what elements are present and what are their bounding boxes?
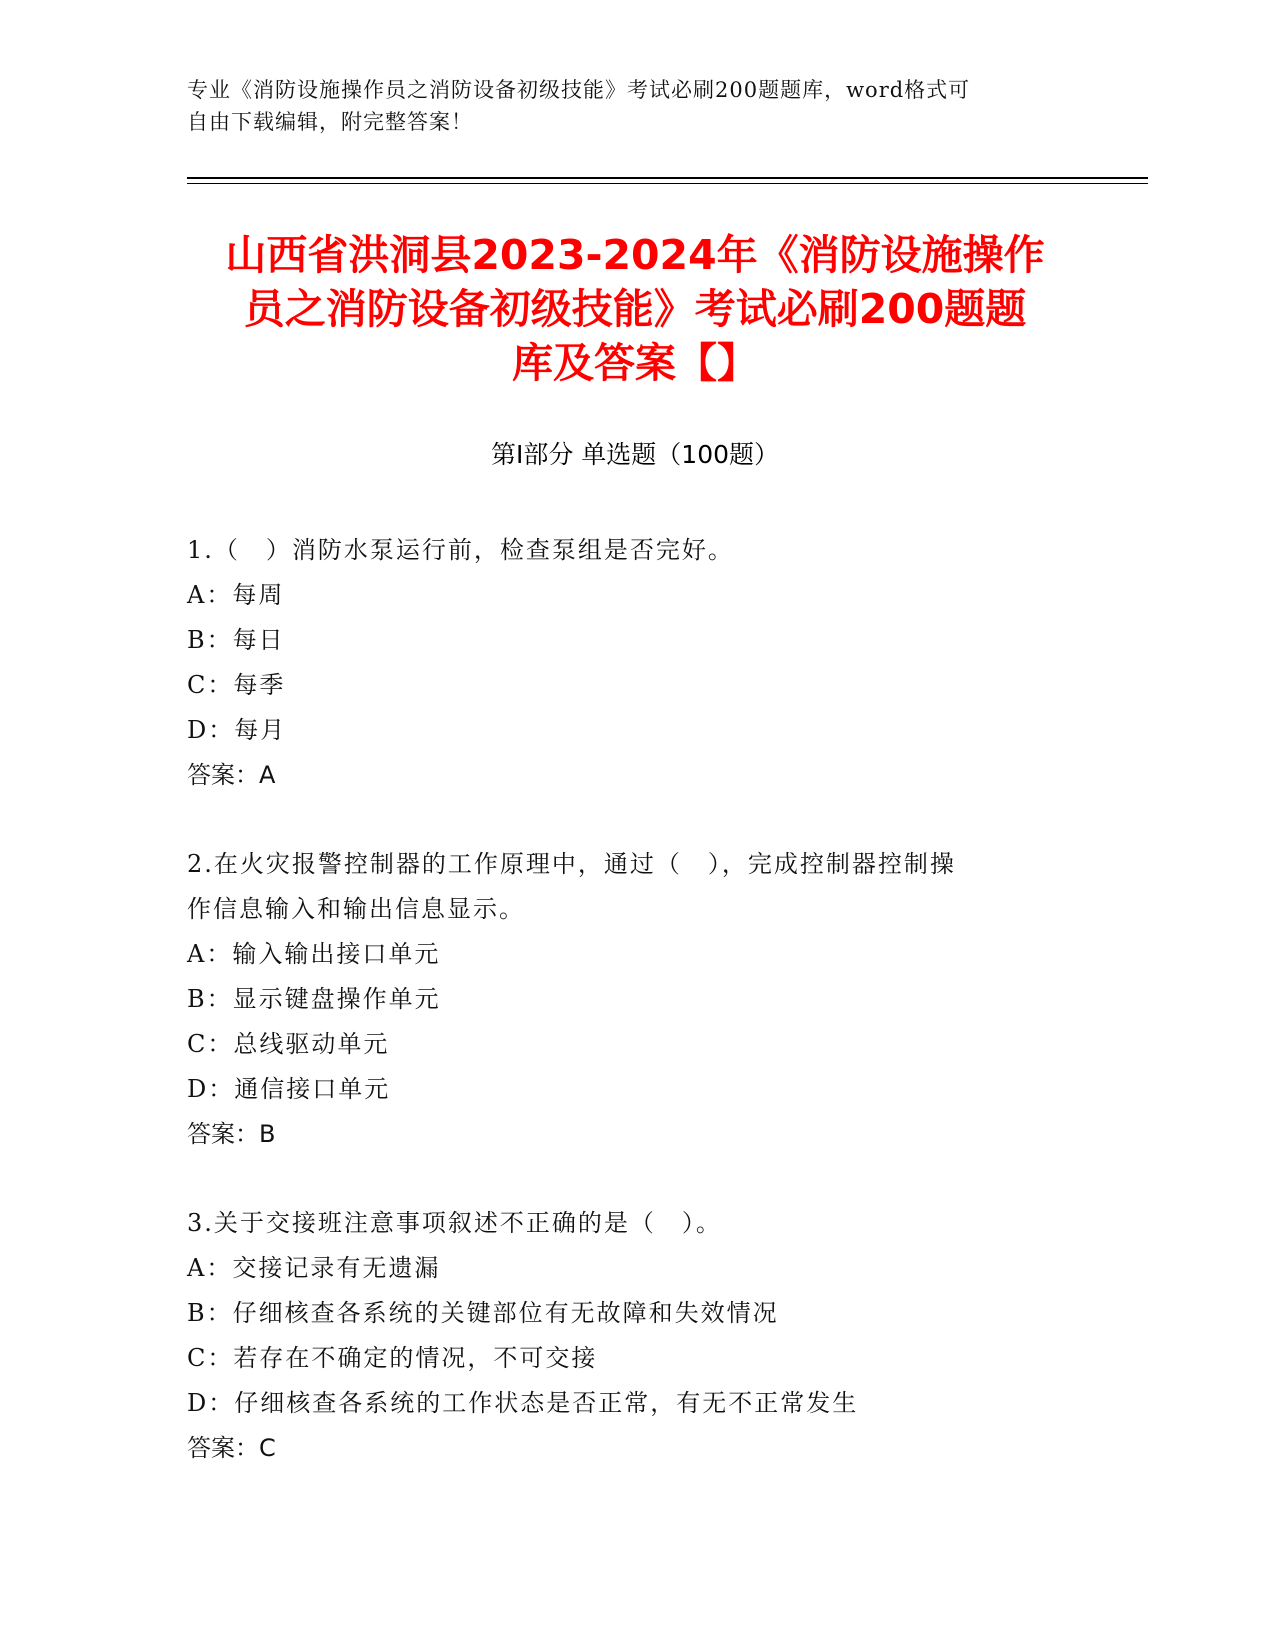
header-divider-thick [187, 177, 1148, 179]
document-title-line-1: 山西省洪洞县2023-2024年《消防设施操作 [225, 231, 1045, 279]
question-stem: 1.（ ）消防水泵运行前，检查泵组是否完好。 [187, 536, 734, 564]
document-title-line-2: 员之消防设备初级技能》考试必刷200题题 [243, 285, 1027, 333]
answer: 答案：A [187, 761, 276, 789]
option-b: B：仔细核查各系统的关键部位有无故障和失效情况 [187, 1299, 779, 1327]
option-d: D：仔细核查各系统的工作状态是否正常，有无不正常发生 [187, 1389, 859, 1417]
question-2 [187, 842, 1067, 1157]
question-3 [187, 1201, 1067, 1471]
document-title-line-3: 库及答案【】 [512, 339, 758, 387]
option-b: B：显示键盘操作单元 [187, 985, 441, 1013]
option-c: C：若存在不确定的情况，不可交接 [187, 1344, 598, 1372]
answer: 答案：C [187, 1434, 276, 1462]
answer: 答案：B [187, 1120, 276, 1148]
option-d: D：每月 [187, 716, 287, 744]
header-note-line-1: 专业《消防设施操作员之消防设备初级技能》考试必刷200题题库，word格式可 [187, 78, 971, 102]
option-c: C：总线驱动单元 [187, 1030, 390, 1058]
header-note [187, 74, 1087, 138]
document-title [180, 228, 1090, 390]
option-a: A：每周 [187, 581, 285, 609]
question-stem: 3.关于交接班注意事项叙述不正确的是（ ）。 [187, 1209, 722, 1237]
question-1 [187, 528, 1067, 798]
header-note-line-2: 自由下载编辑，附完整答案！ [187, 110, 473, 134]
option-d: D：通信接口单元 [187, 1075, 391, 1103]
question-list [187, 528, 1067, 1515]
question-stem: 2.在火灾报警控制器的工作原理中，通过（ ），完成控制器控制操 [187, 850, 956, 878]
header-divider-thin [187, 183, 1148, 184]
option-c: C：每季 [187, 671, 286, 699]
option-b: B：每日 [187, 626, 285, 654]
section-heading: 第Ⅰ部分 单选题（100题） [490, 440, 780, 469]
question-stem-continued: 作信息输入和输出信息显示。 [187, 895, 525, 923]
option-a: A：输入输出接口单元 [187, 940, 441, 968]
option-a: A：交接记录有无遗漏 [187, 1254, 441, 1282]
